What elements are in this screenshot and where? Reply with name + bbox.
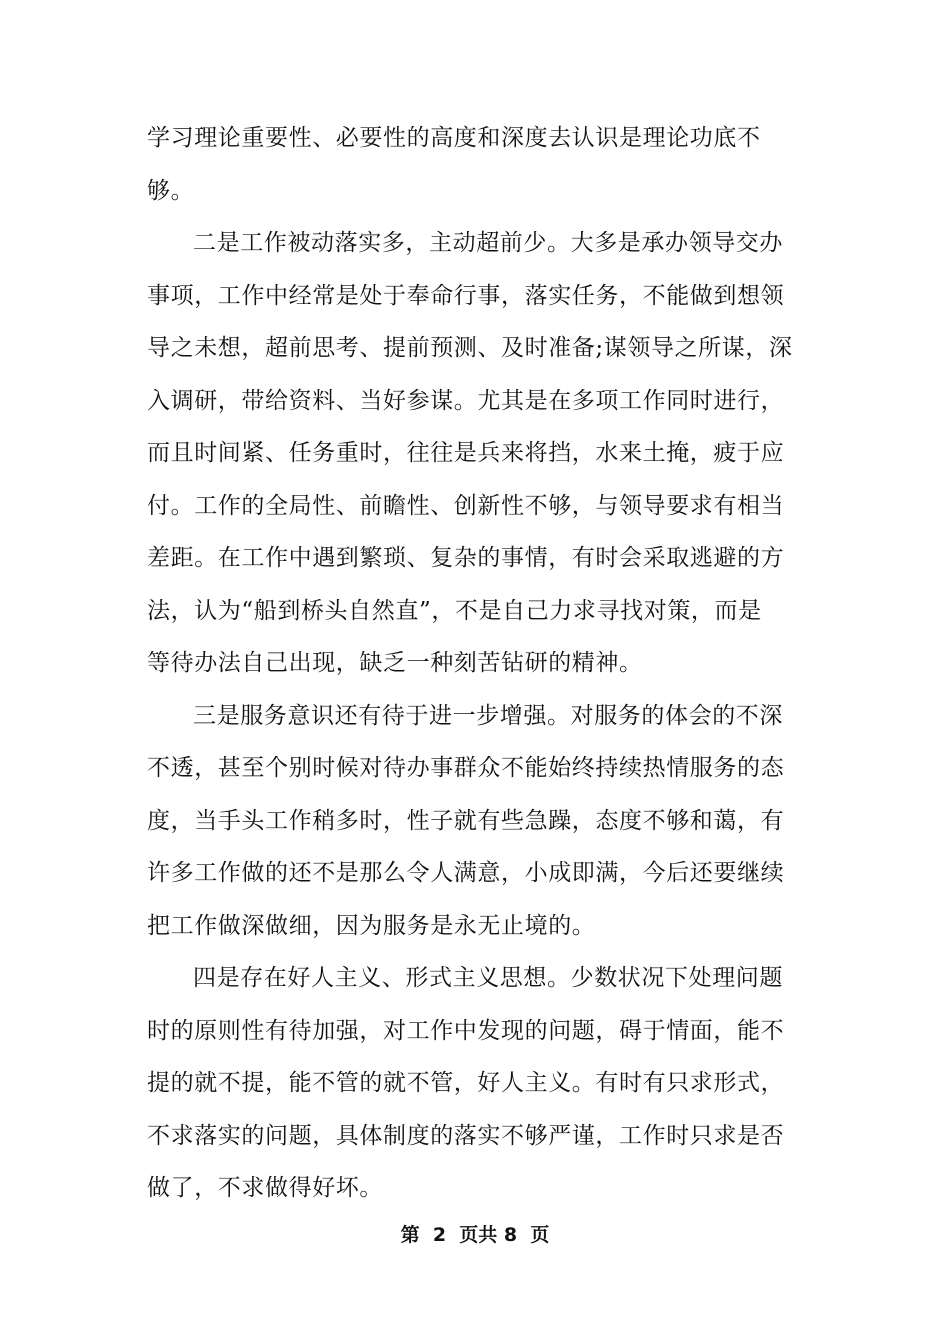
text-line: 导之未想，超前思考、提前预测、及时准备;谋领导之所谋，深 [147, 335, 793, 361]
text-line: 入调研，带给资料、当好参谋。尤其是在多项工作同时进行， [147, 387, 785, 414]
text-line: 法，认为“船到桥头自然直”，不是自己力求寻找对策，而是 [147, 597, 762, 624]
text-line: 度，当手头工作稍多时，性子就有些急躁，态度不够和蔼，有 [147, 807, 785, 834]
text-line: 事项，工作中经常是处于奉命行事，落实任务，不能做到想领 [147, 282, 785, 309]
text-line: 不求落实的问题，具体制度的落实不够严谨，工作时只求是否 [147, 1122, 785, 1149]
text-line: 而且时间紧、任务重时，往往是兵来将挡，水来土掩，疲于应 [147, 440, 785, 466]
text-line: 把工作做深做细，因为服务是永无止境的。 [147, 912, 596, 939]
page-footer: 第 2 页共 8 页 [400, 1224, 550, 1246]
text-line: 差距。在工作中遇到繁琐、复杂的事情，有时会采取逃避的方 [147, 545, 785, 571]
paragraph-start-line: 四是存在好人主义、形式主义思想。少数状况下处理问题 [193, 965, 783, 991]
text-line: 时的原则性有待加强，对工作中发现的问题，碍于情面，能不 [147, 1017, 785, 1044]
text-line: 够。 [147, 177, 195, 204]
text-line: 等待办法自己出现，缺乏一种刻苦钻研的精神。 [147, 650, 643, 676]
text-line: 不透，甚至个别时候对待办事群众不能始终持续热情服务的态 [147, 755, 785, 781]
text-line: 提的就不提，能不管的就不管，好人主义。有时有只求形式， [147, 1070, 785, 1096]
paragraph-start-line: 三是服务意识还有待于进一步增强。对服务的体会的不深 [193, 702, 783, 729]
text-line: 学习理论重要性、必要性的高度和深度去认识是理论功底不 [147, 125, 761, 151]
document-body [147, 112, 807, 1215]
paragraph-start-line: 二是工作被动落实多，主动超前少。大多是承办领导交办 [193, 230, 783, 256]
text-line: 许多工作做的还不是那么令人满意，小成即满，今后还要继续 [147, 860, 785, 886]
text-line: 付。工作的全局性、前瞻性、创新性不够，与领导要求有相当 [147, 492, 785, 519]
text-line: 做了，不求做得好坏。 [147, 1175, 383, 1201]
